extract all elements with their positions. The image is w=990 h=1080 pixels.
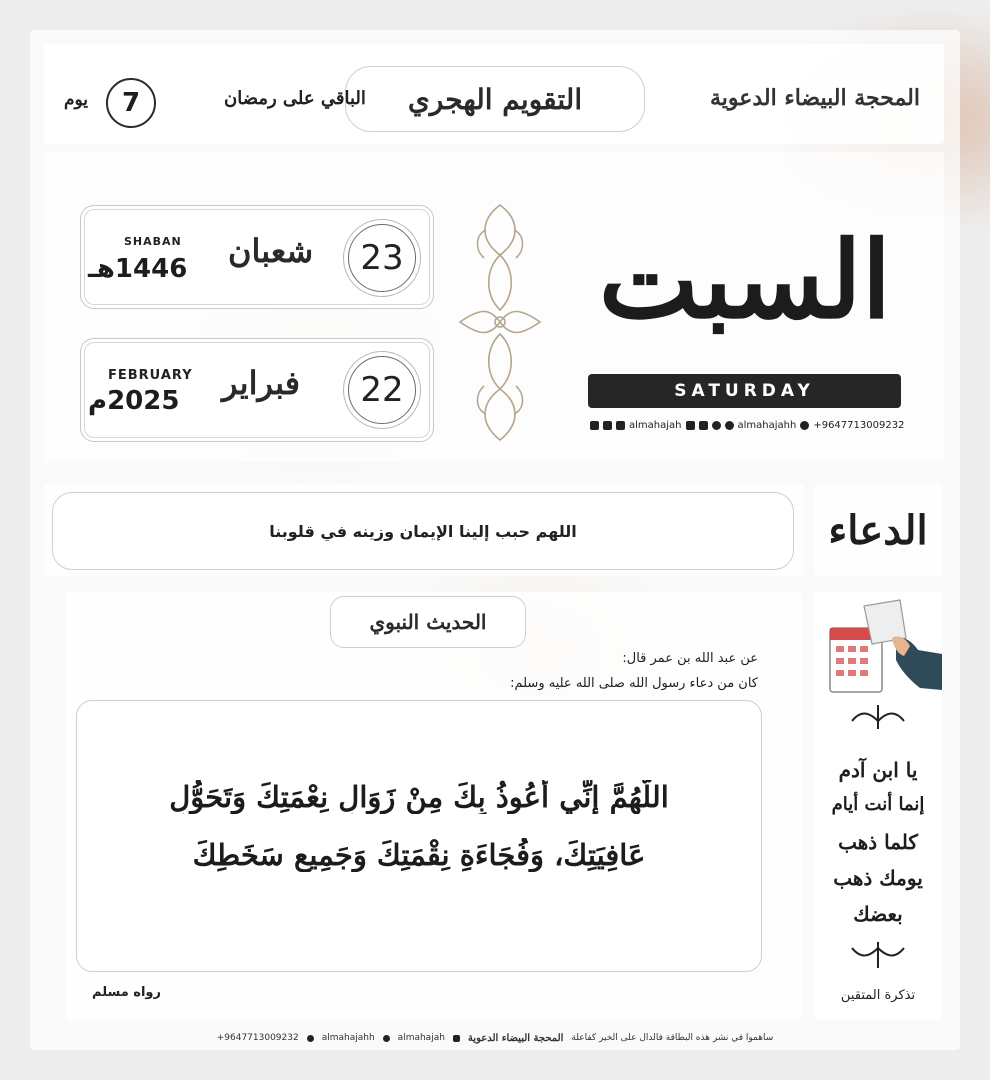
hadith-narrator-line1: عن عبد الله بن عمر قال: xyxy=(622,651,758,666)
hadith-heading: الحديث النبوي xyxy=(369,610,487,634)
days-left-badge xyxy=(106,78,156,128)
reminder-line5: بعضك xyxy=(853,902,903,926)
x-icon xyxy=(686,421,695,430)
brand-logo xyxy=(660,68,920,128)
hadith-text-box xyxy=(76,700,762,972)
footer-share-text: ساهموا في نشر هذه البطاقة فالدال على الخير كفاعلة xyxy=(571,1033,774,1043)
ornament-divider xyxy=(450,200,550,445)
dua-heading: الدعاء xyxy=(828,506,928,554)
gregorian-year: 2025م xyxy=(88,386,180,416)
ornament-bottom xyxy=(846,938,910,970)
dua-text-box xyxy=(52,492,794,570)
whatsapp-icon xyxy=(800,421,809,430)
hijri-day: 23 xyxy=(360,238,404,278)
brand-name: المحجة البيضاء الدعوية xyxy=(709,85,920,111)
hijri-day-badge xyxy=(348,224,416,292)
title-banner xyxy=(345,66,645,132)
gregorian-month-en: FEBRUARY xyxy=(108,368,193,383)
footer-instagram-icon xyxy=(383,1035,390,1042)
reminder-line4: يومك ذهب xyxy=(833,866,923,890)
footer-youtube-icon xyxy=(453,1035,460,1042)
reminder-line1: يا ابن آدم xyxy=(838,758,918,782)
dua-heading-panel xyxy=(814,484,942,576)
days-unit: يوم xyxy=(64,90,89,110)
hadith-text-line2: عَافِيَتِكَ، وَفُجَاءَةِ نِقْمَتِكَ وَجَمِيعِ سَخَطِكَ xyxy=(192,838,646,872)
footer-brand: المحجة البيضاء الدعوية xyxy=(467,1032,564,1044)
day-name-en-bar xyxy=(588,374,901,408)
youtube-icon xyxy=(616,421,625,430)
social-handle-1: almahajah xyxy=(629,420,682,431)
reminder-line2: إنما أنت أيام xyxy=(831,794,925,815)
footer-phone: +9647713009232 xyxy=(216,1033,299,1043)
gregorian-day: 22 xyxy=(360,370,404,410)
footer-handle-2: almahajahh xyxy=(321,1033,375,1043)
gregorian-day-badge xyxy=(348,356,416,424)
social-row xyxy=(590,420,904,431)
gregorian-month-ar: فبراير xyxy=(222,364,301,402)
days-left-value: 7 xyxy=(121,88,141,118)
hijri-year: 1446هـ xyxy=(88,254,188,284)
page-title: التقويم الهجري xyxy=(407,82,583,116)
threads-icon xyxy=(725,421,734,430)
day-name-en: SATURDAY xyxy=(674,381,815,401)
day-name-ar: السبت xyxy=(598,217,892,342)
day-name-block xyxy=(585,195,905,365)
instagram-icon xyxy=(712,421,721,430)
social-handle-2: almahajahh xyxy=(737,420,797,431)
hadith-text-line1: اللَّهُمَّ إِنِّي أَعُوذُ بِكَ مِنْ زَوَالِ نِعْمَتِكَ وَتَحَوُّلِ xyxy=(169,780,669,814)
ornament-top xyxy=(846,703,910,733)
dua-text: اللهم حبب إلينا الإيمان وزينه في قلوبنا xyxy=(269,521,577,541)
telegram-icon xyxy=(603,421,612,430)
calendar-hand-icon xyxy=(826,598,944,698)
hadith-narrator-line2: كان من دعاء رسول الله صلى الله عليه وسلم: xyxy=(510,676,758,691)
footer xyxy=(190,1028,800,1048)
facebook-icon xyxy=(590,421,599,430)
footer-handle-1: almahajah xyxy=(397,1033,445,1043)
hijri-month-en: SHABAN xyxy=(124,235,182,248)
reminder-line3: كلما ذهب xyxy=(838,830,918,854)
ramadan-countdown xyxy=(64,76,366,130)
ramadan-prefix: الباقي على رمضان xyxy=(224,88,366,109)
tiktok-icon xyxy=(699,421,708,430)
hadith-source: رواه مسلم xyxy=(92,985,161,1000)
reminder-caption: تذكرة المتقين xyxy=(840,988,916,1003)
social-phone: +9647713009232 xyxy=(813,420,905,431)
footer-whatsapp-icon xyxy=(307,1035,314,1042)
hijri-month-ar: شعبان xyxy=(228,232,314,270)
hadith-heading-banner xyxy=(330,596,526,648)
